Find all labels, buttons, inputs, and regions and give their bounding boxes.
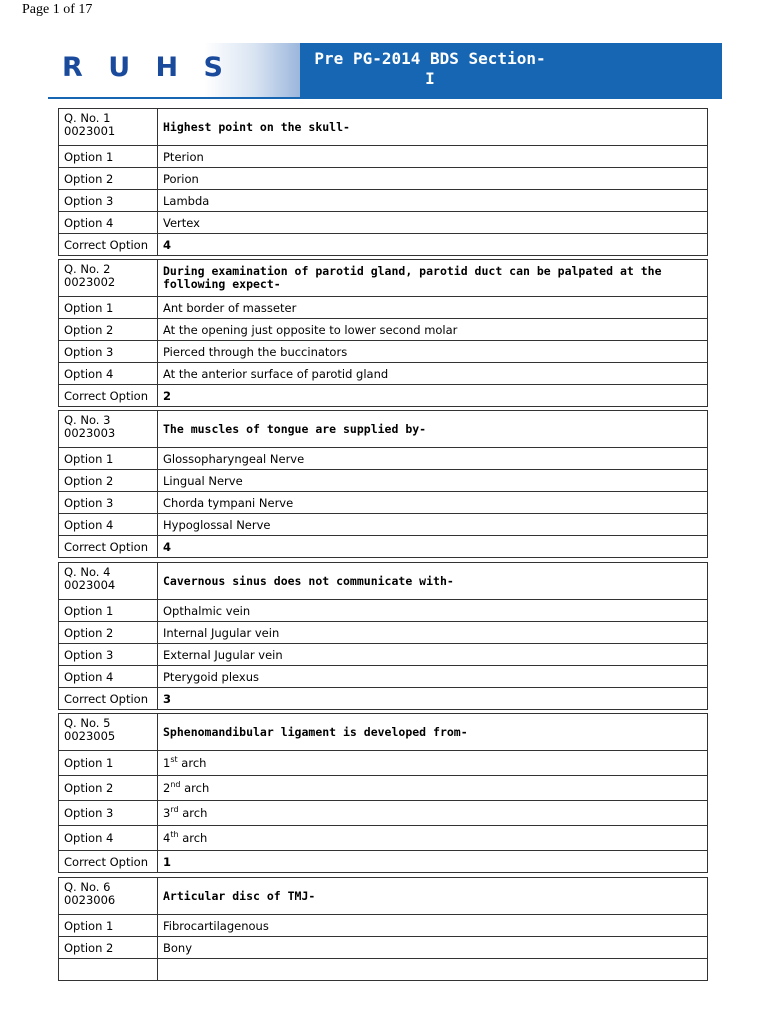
option-row-3: [59, 492, 708, 514]
question-number: Q. No. 1: [64, 111, 111, 125]
option-label: Option 2: [59, 319, 158, 341]
ordinal-number: 4: [163, 831, 171, 845]
correct-option-value: 1: [158, 851, 708, 873]
option-text: At the anterior surface of parotid gland: [158, 363, 708, 385]
question-code: 0023002: [64, 275, 116, 289]
question-text: Highest point on the skull-: [158, 109, 708, 146]
question-text: Sphenomandibular ligament is developed from-: [158, 714, 708, 751]
question-table-3: [58, 410, 708, 558]
question-number-cell: [59, 260, 158, 297]
question-number-cell: [59, 411, 158, 448]
option-label: Option 2: [59, 168, 158, 190]
option-row-1: [59, 297, 708, 319]
option-row-3: [59, 190, 708, 212]
correct-option-value: 4: [158, 536, 708, 558]
option-text: [158, 801, 708, 826]
option-rest: arch: [178, 806, 208, 820]
option-row-2: [59, 470, 708, 492]
option-row-1: [59, 915, 708, 937]
question-header-row: [59, 260, 708, 297]
correct-option-label: Correct Option: [59, 234, 158, 256]
option-text: At the opening just opposite to lower second molar: [158, 319, 708, 341]
option-label: Option 2: [59, 622, 158, 644]
question-number: Q. No. 6: [64, 880, 111, 894]
question-table-2: [58, 259, 708, 407]
question-code: 0023006: [64, 893, 116, 907]
option-label: Option 1: [59, 146, 158, 168]
correct-option-row: [59, 851, 708, 873]
option-row-1: [59, 448, 708, 470]
question-number: Q. No. 2: [64, 262, 111, 276]
option-label: Option 1: [59, 297, 158, 319]
option-row-1: [59, 600, 708, 622]
question-header-row: [59, 878, 708, 915]
option-label: Option 3: [59, 492, 158, 514]
option-row-1: [59, 751, 708, 776]
question-table-5: [58, 713, 708, 873]
empty-cell: [158, 959, 708, 981]
option-label: Option 1: [59, 600, 158, 622]
option-text: Glossopharyngeal Nerve: [158, 448, 708, 470]
question-code: 0023001: [64, 124, 116, 138]
question-number: Q. No. 5: [64, 716, 111, 730]
option-label: Option 4: [59, 514, 158, 536]
ordinal-number: 1: [163, 756, 171, 770]
question-code: 0023005: [64, 729, 116, 743]
question-number-cell: [59, 109, 158, 146]
option-text: Hypoglossal Nerve: [158, 514, 708, 536]
question-header-row: [59, 714, 708, 751]
banner-title-panel: [300, 43, 722, 97]
option-label: Option 4: [59, 666, 158, 688]
option-text: Lambda: [158, 190, 708, 212]
question-table-4: [58, 562, 708, 710]
question-text: Articular disc of TMJ-: [158, 878, 708, 915]
correct-option-row: [59, 234, 708, 256]
option-text: Fibrocartilagenous: [158, 915, 708, 937]
option-row-4: [59, 666, 708, 688]
option-row-4: [59, 826, 708, 851]
empty-row: [59, 959, 708, 981]
option-row-3: [59, 341, 708, 363]
option-row-2: [59, 168, 708, 190]
option-text: Bony: [158, 937, 708, 959]
option-text: [158, 826, 708, 851]
option-row-4: [59, 212, 708, 234]
question-text: Cavernous sinus does not communicate with-: [158, 563, 708, 600]
option-label: Option 4: [59, 212, 158, 234]
question-number-cell: [59, 563, 158, 600]
ordinal-suffix: st: [170, 755, 178, 764]
question-table-6: [58, 877, 708, 981]
option-label: Option 3: [59, 644, 158, 666]
option-label: Option 2: [59, 937, 158, 959]
question-number: Q. No. 3: [64, 413, 111, 427]
correct-option-value: 2: [158, 385, 708, 407]
option-text: Chorda tympani Nerve: [158, 492, 708, 514]
empty-cell: [59, 959, 158, 981]
question-table-1: [58, 108, 708, 256]
option-row-3: [59, 801, 708, 826]
option-text: Opthalmic vein: [158, 600, 708, 622]
option-text: [158, 751, 708, 776]
correct-option-value: 3: [158, 688, 708, 710]
question-code: 0023004: [64, 578, 116, 592]
option-label: Option 2: [59, 470, 158, 492]
correct-option-label: Correct Option: [59, 536, 158, 558]
question-number-cell: [59, 878, 158, 915]
banner-logo-panel: [48, 43, 300, 97]
correct-option-row: [59, 688, 708, 710]
option-row-1: [59, 146, 708, 168]
option-row-2: [59, 937, 708, 959]
option-label: Option 2: [59, 776, 158, 801]
correct-option-row: [59, 536, 708, 558]
correct-option-label: Correct Option: [59, 851, 158, 873]
header-banner: [48, 43, 722, 97]
question-text: During examination of parotid gland, parotid duct can be palpated at the following expect-: [158, 260, 708, 297]
question-header-row: [59, 563, 708, 600]
option-row-3: [59, 644, 708, 666]
question-code: 0023003: [64, 426, 116, 440]
exam-title-line1: Pre PG-2014 BDS Section-: [314, 49, 546, 68]
ordinal-number: 2: [163, 781, 171, 795]
option-rest: arch: [177, 756, 207, 770]
option-text: Pterygoid plexus: [158, 666, 708, 688]
option-text: Lingual Nerve: [158, 470, 708, 492]
correct-option-row: [59, 385, 708, 407]
option-row-2: [59, 319, 708, 341]
correct-option-label: Correct Option: [59, 688, 158, 710]
ordinal-suffix: th: [170, 830, 179, 839]
page-number: Page 1 of 17: [22, 2, 93, 17]
option-label: Option 1: [59, 448, 158, 470]
option-label: Option 4: [59, 826, 158, 851]
option-label: Option 1: [59, 915, 158, 937]
ordinal-number: 3: [163, 806, 171, 820]
correct-option-label: Correct Option: [59, 385, 158, 407]
option-text: Ant border of masseter: [158, 297, 708, 319]
option-text: External Jugular vein: [158, 644, 708, 666]
option-label: Option 3: [59, 190, 158, 212]
question-number: Q. No. 4: [64, 565, 111, 579]
option-label: Option 4: [59, 363, 158, 385]
option-row-2: [59, 622, 708, 644]
option-text: Porion: [158, 168, 708, 190]
ordinal-suffix: nd: [170, 780, 181, 789]
question-header-row: [59, 109, 708, 146]
header-rule: [48, 97, 722, 99]
option-row-4: [59, 514, 708, 536]
option-text: Internal Jugular vein: [158, 622, 708, 644]
ordinal-suffix: rd: [170, 805, 179, 814]
question-number-cell: [59, 714, 158, 751]
option-text: Pterion: [158, 146, 708, 168]
option-row-2: [59, 776, 708, 801]
option-text: Pierced through the buccinators: [158, 341, 708, 363]
ruhs-logo: R U H S: [62, 52, 231, 83]
option-rest: arch: [178, 831, 208, 845]
option-row-4: [59, 363, 708, 385]
option-text: [158, 776, 708, 801]
option-rest: arch: [180, 781, 210, 795]
option-label: Option 3: [59, 801, 158, 826]
option-label: Option 1: [59, 751, 158, 776]
question-header-row: [59, 411, 708, 448]
option-text: Vertex: [158, 212, 708, 234]
option-label: Option 3: [59, 341, 158, 363]
question-text: The muscles of tongue are supplied by-: [158, 411, 708, 448]
exam-title: [300, 49, 560, 89]
correct-option-value: 4: [158, 234, 708, 256]
exam-title-line2: I: [425, 69, 435, 88]
